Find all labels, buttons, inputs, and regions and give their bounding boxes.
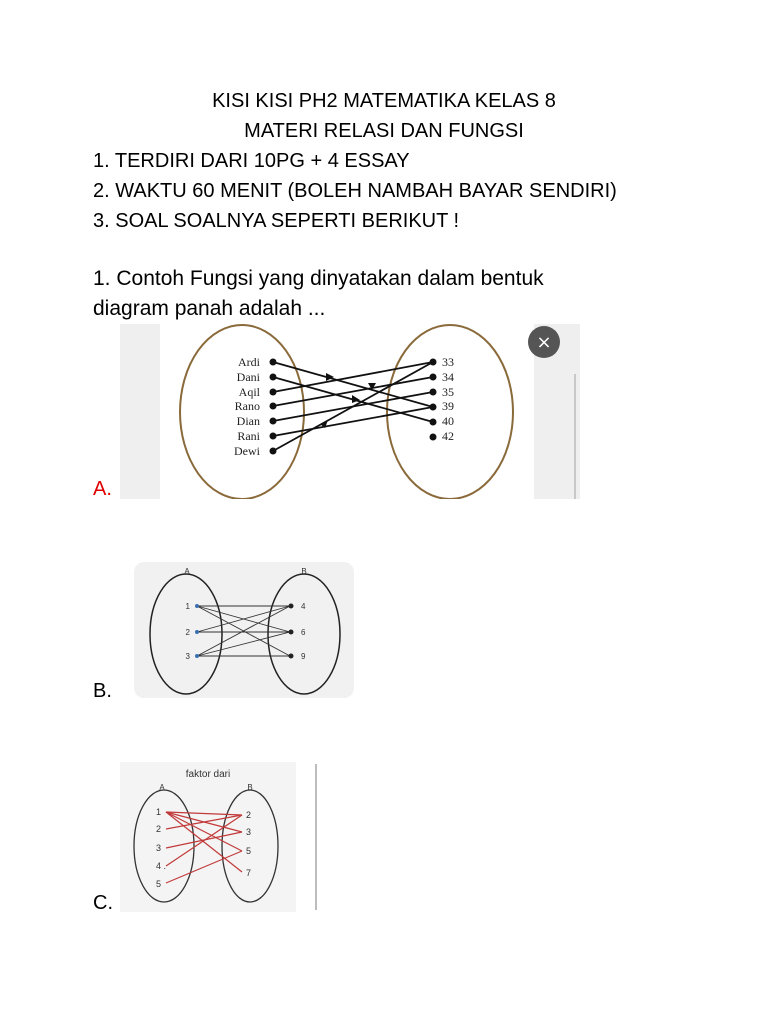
codomain-item: 34 — [442, 370, 454, 384]
codomain-item: 4 — [301, 602, 306, 611]
domain-item: 4 . — [156, 861, 167, 871]
domain-item: Dani — [236, 370, 260, 384]
set-b-label: B — [247, 783, 253, 792]
close-button[interactable] — [528, 326, 560, 358]
arrow-diagram-c — [120, 762, 320, 912]
domain-item: Rano — [234, 399, 260, 413]
option-a-label[interactable]: A. — [93, 478, 112, 500]
domain-item: Ardi — [238, 355, 260, 369]
option-b-diagram — [134, 562, 354, 698]
domain-item: 3 — [156, 843, 162, 853]
set-b-label: B — [301, 567, 307, 576]
codomain-item: 42 — [442, 429, 454, 443]
codomain-item: 33 — [442, 355, 454, 369]
codomain-item: 9 — [301, 652, 306, 661]
instruction-3: 3. SOAL SOALNYA SEPERTI BERIKUT ! — [93, 210, 460, 232]
codomain-item: 39 — [442, 399, 454, 413]
option-c-label[interactable]: C. — [93, 892, 113, 914]
codomain-item: 3 — [246, 827, 252, 837]
relation-caption: faktor dari — [185, 769, 231, 780]
codomain-item: 7 — [246, 868, 252, 878]
domain-item: Dian — [236, 414, 260, 428]
instruction-1: 1. TERDIRI DARI 10PG + 4 ESSAY — [93, 150, 410, 172]
domain-item: 1 — [156, 807, 162, 817]
question-line-1: 1. Contoh Fungsi yang dinyatakan dalam bentuk — [93, 267, 544, 290]
document-subtitle: MATERI RELASI DAN FUNGSI — [244, 120, 524, 142]
domain-item: Aqil — [238, 385, 260, 399]
arrow-diagram-a — [120, 324, 580, 499]
codomain-item: 5 — [246, 846, 252, 856]
close-icon[interactable]: × — [536, 332, 552, 353]
instruction-2: 2. WAKTU 60 MENIT (BOLEH NAMBAH BAYAR SENDIRI) — [93, 180, 617, 202]
option-b-label[interactable]: B. — [93, 680, 112, 702]
domain-item: 1 — [185, 602, 190, 611]
set-a-label: A — [184, 567, 190, 576]
domain-item: 5 — [156, 879, 162, 889]
option-a-diagram — [120, 324, 580, 499]
set-a-label: A — [159, 783, 165, 792]
option-c-diagram — [120, 762, 320, 912]
codomain-item: 6 — [301, 628, 306, 637]
codomain-item: 2 — [246, 810, 252, 820]
domain-item: 3 — [185, 652, 190, 661]
codomain-item: 40 — [442, 414, 454, 428]
arrow-diagram-b — [134, 562, 354, 698]
domain-item: Rani — [237, 429, 260, 443]
domain-item: 2 — [185, 628, 190, 637]
domain-item: 2 — [156, 824, 162, 834]
domain-item: Dewi — [234, 444, 260, 458]
question-line-2: diagram panah adalah ... — [93, 297, 326, 320]
codomain-item: 35 — [442, 385, 454, 399]
document-title: KISI KISI PH2 MATEMATIKA KELAS 8 — [212, 90, 556, 112]
